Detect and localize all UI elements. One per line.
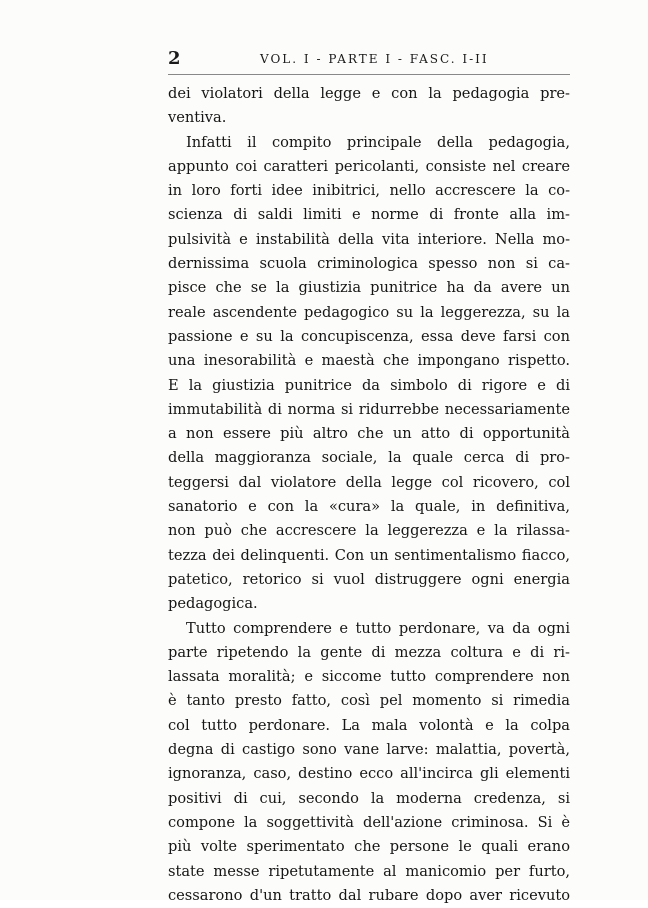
- running-head: VOL. I - PARTE I - FASC. I-II: [260, 52, 489, 66]
- text-line: passione e su la concupiscenza, essa deve farsi con: [168, 327, 570, 345]
- text-line: parte ripetendo la gente di mezza coltura e di ri-: [168, 643, 570, 661]
- text-line: reale ascendente pedagogico su la leggerezza, su la: [168, 303, 570, 321]
- text-line: non può che accrescere la leggerezza e la rilassa-: [168, 522, 570, 540]
- text-line: è tanto presto fatto, così pel momento si rimedia: [168, 692, 570, 710]
- text-line: compone la soggettività dell'azione criminosa. Si è: [168, 813, 570, 831]
- text-line: pulsività e instabilità della vita interiore. Nella mo-: [168, 230, 570, 248]
- text-line: teggersi dal violatore della legge col ricovero, col: [168, 473, 570, 491]
- text-line: dei violatori della legge e con la pedagogia pre-: [168, 85, 570, 102]
- text-line: ignoranza, caso, destino ecco all'incirca gli elementi: [168, 765, 570, 783]
- text-line: dernissima scuola criminologica spesso non si ca-: [168, 255, 570, 273]
- text-line: della maggioranza sociale, la quale cerca di pro-: [168, 449, 570, 467]
- text-line: col tutto perdonare. La mala volontà e la colpa: [168, 716, 570, 734]
- text-line: patetico, retorico si vuol distruggere ogni energia: [168, 570, 570, 588]
- page-header: [168, 48, 570, 72]
- text-line: tezza dei delinquenti. Con un sentimentalismo fiacco,: [168, 546, 570, 564]
- text-line: lassata moralità; e siccome tutto comprendere non: [168, 668, 570, 686]
- text-line: E la giustizia punitrice da simbolo di rigore e di: [168, 376, 570, 394]
- text-line: pedagogica.: [168, 595, 258, 613]
- text-line: appunto coi caratteri pericolanti, consiste nel creare: [168, 157, 570, 175]
- text-line: sanatorio e con la «cura» la quale, in definitiva,: [168, 498, 570, 516]
- text-line: immutabilità di norma si ridurrebbe necessariamente: [168, 400, 570, 418]
- text-line: una inesorabilità e maestà che impongano rispetto.: [168, 352, 570, 370]
- text-line: pisce che se la giustizia punitrice ha da avere un: [168, 279, 570, 297]
- text-line: Tutto comprendere e tutto perdonare, va da ogni: [186, 619, 570, 637]
- header-rule: [168, 74, 570, 75]
- body-text: [168, 82, 570, 908]
- text-line: in loro forti idee inibitrici, nello accrescere la co-: [168, 182, 570, 200]
- text-line: cessarono d'un tratto dal rubare dopo aver ricevuto: [168, 886, 570, 904]
- text-line: positivi di cui, secondo la moderna credenza, si: [168, 789, 570, 807]
- text-line: più volte sperimentato che persone le quali erano: [168, 838, 570, 856]
- page-number: 2: [168, 48, 181, 69]
- text-line: Infatti il compito principale della pedagogia,: [186, 133, 570, 151]
- text-line: state messe ripetutamente al manicomio per furto,: [168, 862, 570, 880]
- text-line: scienza di saldi limiti e norme di fronte alla im-: [168, 206, 570, 224]
- text-line: ventiva.: [168, 109, 227, 127]
- text-line: degna di castigo sono vane larve: malattia, povertà,: [168, 741, 570, 759]
- text-line: a non essere più altro che un atto di opportunità: [168, 425, 570, 443]
